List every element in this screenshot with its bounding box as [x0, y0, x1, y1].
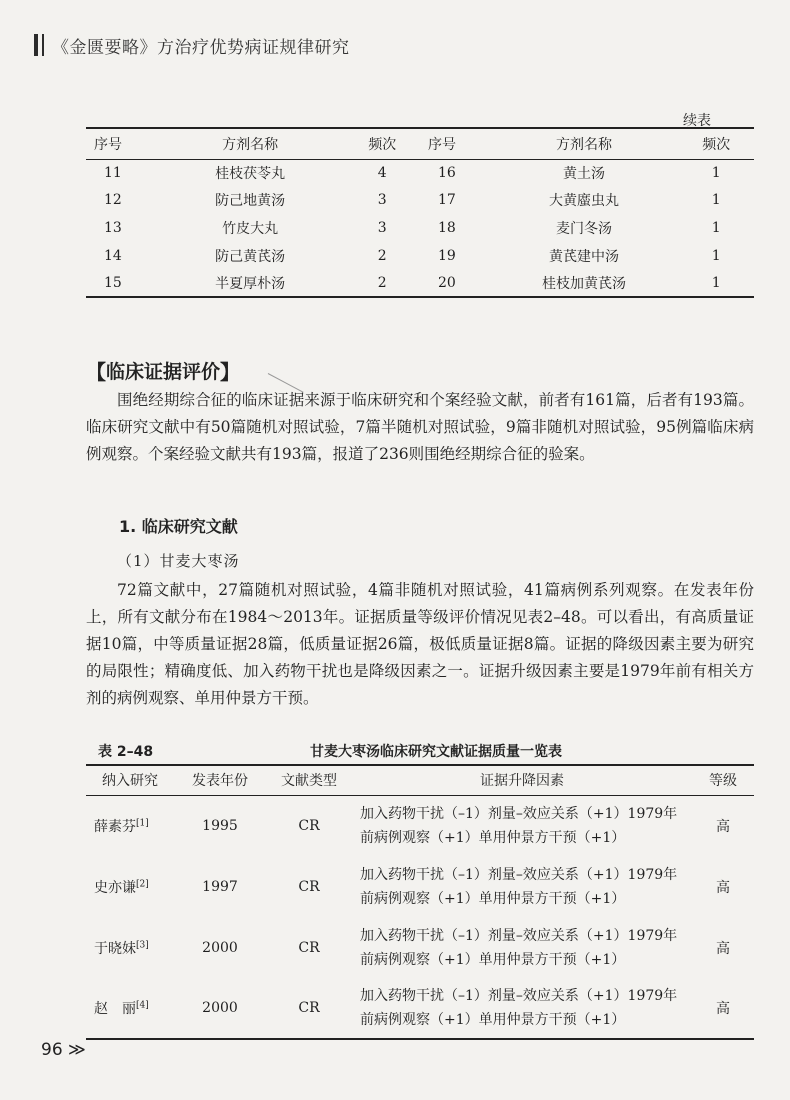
sub-subsection-heading: （1）甘麦大枣汤: [117, 552, 240, 570]
table-cell: 桂枝茯苓丸: [215, 166, 286, 183]
table-cell: 4: [377, 165, 387, 182]
table-row: [86, 242, 754, 270]
col-header: 文献类型: [266, 765, 352, 795]
col-header: 证据升降因素: [352, 765, 692, 795]
bracket-left: 【: [86, 359, 106, 384]
grade-cell: 高: [692, 978, 754, 1039]
table-cell: 17: [437, 192, 456, 209]
table-row: [86, 159, 754, 187]
table-cell: 18: [437, 219, 456, 236]
bracket-right: 】: [220, 359, 241, 384]
col-header: 方剂名称: [490, 128, 679, 159]
year-cell: 1997: [202, 878, 238, 895]
page-number: [41, 1040, 86, 1060]
table-cell: 黄芪建中汤: [549, 248, 620, 265]
factors-line: 前病例观察（+1）单用仲景方干预（+1）: [360, 1012, 626, 1028]
table-cell: 2: [377, 247, 387, 264]
study-author: 史亦谦: [94, 879, 136, 896]
table-cell: 黄土汤: [563, 166, 606, 183]
table-header-row: [86, 128, 754, 159]
table-row: [86, 856, 754, 917]
table-number: 表 2–48: [98, 744, 154, 760]
table-row: [86, 978, 754, 1039]
subsection-paragraph: 72篇文献中，27篇随机对照试验，4篇非随机对照试验，41篇病例系列观察。在发表年份上，所有文献分布在1984～2013年。证据质量等级评价情况见表2–48。可以看出，有高质量证据10篇，中等质量证据28篇，低质量证据26篇，极低质量证据8篇。证据的降级因素主要为研究的局限性；精确度低、加入药物干扰也是降级因素之一。证据升级因素主要是1979年前有相关方剂的病例观察、单用仲景方干预。: [86, 581, 754, 707]
factors-line: 前病例观察（+1）单用仲景方干预（+1）: [360, 890, 626, 907]
table-row: [86, 269, 754, 297]
study-ref: [3]: [136, 939, 149, 950]
grade-cell: 高: [716, 940, 730, 957]
evidence-quality-table: [86, 764, 754, 1040]
table-cell: 防己地黄汤: [215, 193, 286, 210]
year-cell: 2000: [174, 978, 266, 1039]
table-cell: 1: [678, 269, 754, 297]
table-cell: 15: [86, 269, 156, 297]
study-cell: [86, 978, 174, 1039]
table-cell: 防己黄芪汤: [215, 248, 286, 265]
col-header: 序号: [420, 128, 490, 159]
table-cell: 半夏厚朴汤: [156, 269, 345, 297]
table-row: [86, 917, 754, 978]
study-ref: [2]: [136, 878, 149, 889]
table-cell: 16: [437, 165, 456, 182]
continued-label: 续表: [683, 113, 711, 129]
col-header: 等级: [692, 765, 754, 795]
study-cell: [86, 917, 174, 978]
header-bar-icon: [34, 34, 38, 56]
study-author: 赵 丽: [94, 1001, 136, 1017]
year-cell: 2000: [202, 939, 238, 956]
type-cell: CR: [298, 939, 320, 956]
table-cell: 1: [711, 219, 721, 236]
type-cell: CR: [298, 878, 320, 895]
section-heading: [86, 355, 240, 385]
table-cell: 大黄䗪虫丸: [549, 193, 620, 210]
study-cell: [86, 795, 174, 856]
table-cell: 12: [104, 192, 122, 209]
col-header: 发表年份: [174, 765, 266, 795]
col-header: 频次: [678, 128, 754, 159]
study-cell: [86, 856, 174, 917]
section-title: 临床证据评价: [106, 360, 221, 383]
table-cell: 2: [344, 269, 420, 297]
factors-line: 前病例观察（+1）单用仲景方干预（+1）: [360, 829, 626, 846]
grade-cell: 高: [716, 818, 730, 835]
table-cell: 3: [377, 219, 387, 236]
subsection-heading: 1. 临床研究文献: [119, 517, 238, 536]
study-author: 于晓妹: [94, 940, 136, 957]
table-title: 甘麦大枣汤临床研究文献证据质量一览表: [310, 744, 562, 760]
section-paragraph: 围绝经期综合征的临床证据来源于临床研究和个案经验文献，前者有161篇，后者有193篇。临床研究文献中有50篇随机对照试验，7篇半随机对照试验，9篇非随机对照试验，95例篇临床病例观察。个案经验文献共有193篇，报道了236则围绝经期综合征的验案。: [86, 391, 754, 463]
col-header: 方剂名称: [156, 128, 345, 159]
table-cell: 竹皮大丸: [222, 220, 279, 237]
table-cell: 1: [711, 165, 721, 182]
factors-line: 加入药物干扰（–1）剂量–效应关系（+1）1979年: [360, 927, 678, 944]
running-title: 《金匮要略》方治疗优势病证规律研究: [52, 37, 350, 58]
table-row: [86, 795, 754, 856]
table-row: [86, 187, 754, 215]
header-bar-thin-icon: [42, 34, 44, 56]
factors-cell: [352, 856, 692, 917]
study-author: 薛素芬: [94, 818, 136, 835]
year-cell: 1995: [202, 817, 238, 834]
table-cell: 14: [104, 247, 122, 264]
table-cell: 13: [104, 219, 122, 236]
col-header: 纳入研究: [86, 765, 174, 795]
col-header: 频次: [344, 128, 420, 159]
table-cell: 麦门冬汤: [556, 220, 613, 237]
table-row: [86, 214, 754, 242]
factors-cell: [352, 795, 692, 856]
table-cell: 1: [711, 192, 721, 209]
table-cell: 20: [420, 269, 490, 297]
page-number-value: 96: [41, 1040, 63, 1060]
factors-line: 加入药物干扰（–1）剂量–效应关系（+1）1979年: [360, 866, 678, 883]
table-cell: 3: [377, 192, 387, 209]
type-cell: CR: [266, 978, 352, 1039]
table-cell: 19: [437, 247, 456, 264]
chevron-right-icon: ≫: [68, 1040, 86, 1060]
table-cell: 11: [104, 165, 122, 182]
table-header-row: [86, 765, 754, 795]
type-cell: CR: [298, 817, 320, 834]
formula-frequency-table: [86, 127, 754, 298]
running-header: [34, 34, 350, 56]
study-ref: [4]: [136, 1000, 149, 1011]
factors-line: 加入药物干扰（–1）剂量–效应关系（+1）1979年: [360, 988, 678, 1004]
table-cell: 桂枝加黄芪汤: [490, 269, 679, 297]
table-cell: 1: [711, 247, 721, 264]
col-header: 序号: [86, 128, 156, 159]
factors-cell: [352, 978, 692, 1039]
factors-line: 加入药物干扰（–1）剂量–效应关系（+1）1979年: [360, 805, 678, 822]
factors-cell: [352, 917, 692, 978]
grade-cell: 高: [716, 879, 730, 896]
study-ref: [1]: [136, 818, 149, 829]
factors-line: 前病例观察（+1）单用仲景方干预（+1）: [360, 951, 626, 968]
